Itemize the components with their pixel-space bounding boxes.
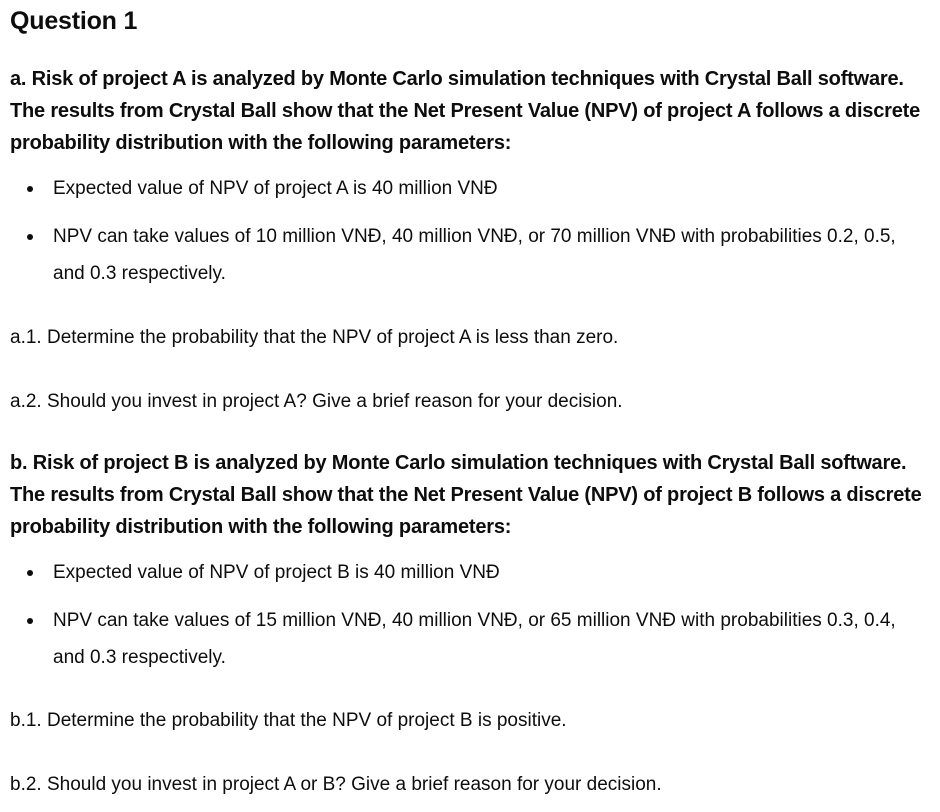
question-a1: a.1. Determine the probability that the NPV of project A is less than zero. [10, 327, 619, 348]
part-a-heading: a. Risk of project A is analyzed by Monte Carlo simulation techniques with Crystal Ball software. The results from Crystal Ball show that the Net Present Value (NPV) of project A follows a discrete probability distribution with the following parameters: [10, 68, 921, 154]
part-b-bullet-npv-values: NPV can take values of 15 million VNĐ, 40 million VNĐ, or 65 million VNĐ with probabilities 0.3, 0.4, and 0.3 respectively. [10, 602, 930, 676]
part-a-bullet-npv-values: NPV can take values of 10 million VNĐ, 40 million VNĐ, or 70 million VNĐ with probabilities 0.2, 0.5, and 0.3 respectively. [10, 218, 930, 292]
question-title: Question 1 [10, 7, 138, 35]
part-a-bullet-expected-value: Expected value of NPV of project A is 40 million VNĐ [10, 170, 930, 207]
part-b-bullet-list [10, 554, 930, 687]
part-b-bullet-expected-value: Expected value of NPV of project B is 40 million VNĐ [10, 554, 930, 591]
question-a2: a.2. Should you invest in project A? Give a brief reason for your decision. [10, 391, 623, 412]
question-b2: b.2. Should you invest in project A or B? Give a brief reason for your decision. [10, 774, 662, 795]
part-a-bullet-list [10, 170, 930, 303]
question-b1: b.1. Determine the probability that the NPV of project B is positive. [10, 710, 567, 731]
part-b-heading: b. Risk of project B is analyzed by Monte Carlo simulation techniques with Crystal Ball software. The results from Crystal Ball show that the Net Present Value (NPV) of project B follows a discrete probability distribution with the following parameters: [10, 452, 922, 538]
